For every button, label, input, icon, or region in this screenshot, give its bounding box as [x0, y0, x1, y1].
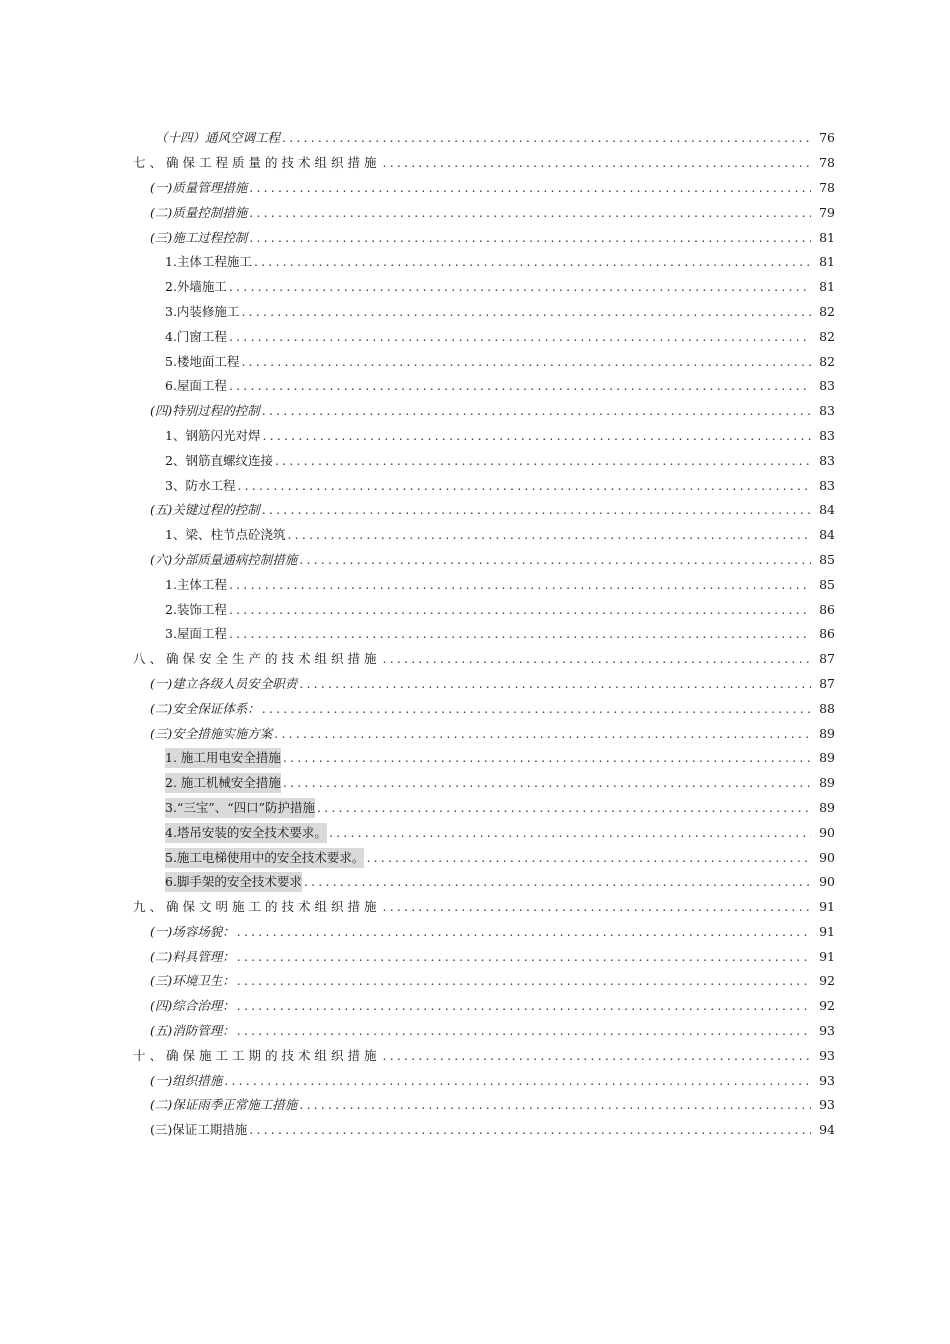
- toc-entry[interactable]: [0, 1093, 950, 1118]
- dot-leader: [275, 451, 811, 471]
- toc-entry[interactable]: [0, 597, 950, 622]
- dot-leader: [249, 203, 811, 223]
- toc-entry[interactable]: [0, 721, 950, 746]
- toc-entry-label: 3.“三宝”、“四口”防护措施: [165, 798, 315, 818]
- toc-entry-label: (一)组织措施: [150, 1072, 223, 1088]
- toc-entry-label: 七、确保工程质量的技术组织措施: [133, 155, 381, 171]
- dot-leader: [229, 575, 811, 595]
- toc-entry-label: 3.屋面工程: [165, 626, 227, 642]
- toc-entry-label: 3.内装修施工: [165, 303, 240, 319]
- toc-entry-page-number: 87: [819, 651, 835, 667]
- toc-entry-label: 2.装饰工程: [165, 601, 227, 617]
- toc-entry-page-number: 83: [819, 378, 835, 394]
- toc-entry[interactable]: [0, 969, 950, 994]
- toc-entry[interactable]: [0, 300, 950, 325]
- dot-leader: [262, 426, 811, 446]
- toc-entry-label: 2. 施工机械安全措施: [165, 773, 281, 793]
- toc-entry-label: (三)保证工期措施: [150, 1122, 248, 1138]
- toc-entry[interactable]: [0, 920, 950, 945]
- toc-entry[interactable]: [0, 448, 950, 473]
- toc-entry-page-number: 90: [819, 824, 835, 840]
- dot-leader: [283, 748, 811, 768]
- toc-entry-page-number: 83: [819, 452, 835, 468]
- toc-entry-label: 2.外墙施工: [165, 279, 227, 295]
- toc-entry-page-number: 78: [819, 155, 835, 171]
- toc-entry-label: (四)特别过程的控制: [150, 403, 260, 419]
- toc-entry[interactable]: [0, 820, 950, 845]
- dot-leader: [249, 1120, 811, 1140]
- dot-leader: [274, 724, 811, 744]
- toc-entry-page-number: 91: [819, 948, 835, 964]
- toc-entry-page-number: 90: [819, 849, 835, 865]
- dot-leader: [229, 600, 811, 620]
- toc-entry[interactable]: [0, 374, 950, 399]
- toc-entry-page-number: 85: [819, 551, 835, 567]
- toc-entry-page-number: 81: [819, 279, 835, 295]
- toc-entry[interactable]: [0, 275, 950, 300]
- toc-entry-label: 2、钢筋直螺纹连接: [165, 452, 273, 468]
- toc-entry-page-number: 89: [819, 775, 835, 791]
- toc-entry-label: (三)安全措施实施方案: [150, 725, 273, 741]
- dot-leader: [237, 1021, 811, 1041]
- toc-entry-page-number: 94: [819, 1122, 835, 1138]
- toc-entry-label: 4.门窗工程: [165, 328, 227, 344]
- toc-entry-page-number: 81: [819, 229, 835, 245]
- dot-leader: [237, 947, 811, 967]
- dot-leader: [237, 996, 811, 1016]
- toc-entry-label: (三)施工过程控制: [150, 229, 248, 245]
- toc-entry[interactable]: [0, 473, 950, 498]
- dot-leader: [241, 302, 811, 322]
- toc-entry[interactable]: [0, 1043, 950, 1068]
- dot-leader: [254, 252, 811, 272]
- toc-entry-label: (二)料具管理：: [150, 948, 235, 964]
- toc-entry[interactable]: [0, 126, 950, 151]
- toc-entry-label: 6.屋面工程: [165, 378, 227, 394]
- toc-entry-page-number: 82: [819, 303, 835, 319]
- toc-entry-label: (一)建立各级人员安全职责: [150, 675, 298, 691]
- toc-entry-label: (四)综合治理：: [150, 998, 235, 1014]
- dot-leader: [262, 699, 811, 719]
- toc-entry-label: 十、确保施工工期的技术组织措施: [133, 1047, 381, 1063]
- toc-entry[interactable]: [0, 349, 950, 374]
- toc-entry[interactable]: [0, 176, 950, 201]
- toc-entry-page-number: 91: [819, 899, 835, 915]
- toc-entry-label: 1. 施工用电安全措施: [165, 748, 281, 768]
- toc-entry[interactable]: [0, 399, 950, 424]
- toc-entry-page-number: 93: [819, 1047, 835, 1063]
- toc-entry-label: 1.主体工程施工: [165, 254, 252, 270]
- toc-entry-label: 4.塔吊安装的安全技术要求。: [165, 823, 327, 843]
- toc-entry[interactable]: [0, 994, 950, 1019]
- toc-entry[interactable]: [0, 746, 950, 771]
- toc-entry-page-number: 76: [819, 130, 835, 146]
- toc-entry[interactable]: [0, 523, 950, 548]
- dot-leader: [262, 500, 811, 520]
- toc-entry[interactable]: [0, 944, 950, 969]
- toc-entry-page-number: 83: [819, 403, 835, 419]
- toc-entry[interactable]: [0, 771, 950, 796]
- toc-entry-page-number: 83: [819, 427, 835, 443]
- toc-entry-page-number: 79: [819, 204, 835, 220]
- toc-entry[interactable]: [0, 498, 950, 523]
- toc-entry-label: 6.脚手架的安全技术要求: [165, 872, 302, 892]
- toc-entry-label: (五)关键过程的控制: [150, 502, 260, 518]
- dot-leader: [237, 476, 811, 496]
- dot-leader: [241, 352, 811, 372]
- dot-leader: [249, 228, 811, 248]
- dot-leader: [317, 798, 811, 818]
- toc-entry-page-number: 83: [819, 477, 835, 493]
- toc-entry-label: 5.楼地面工程: [165, 353, 240, 369]
- toc-entry-label: (二)安全保证体系：: [150, 700, 260, 716]
- toc-entry-page-number: 92: [819, 973, 835, 989]
- toc-entry-label: 九、确保文明施工的技术组织措施: [133, 899, 381, 915]
- dot-leader: [287, 525, 811, 545]
- dot-leader: [249, 178, 811, 198]
- dot-leader: [224, 1071, 811, 1091]
- dot-leader: [237, 922, 811, 942]
- dot-leader: [366, 848, 811, 868]
- dot-leader: [383, 649, 811, 669]
- toc-entry-page-number: 89: [819, 799, 835, 815]
- dot-leader: [383, 897, 811, 917]
- toc-entry[interactable]: [0, 151, 950, 176]
- dot-leader: [299, 674, 811, 694]
- toc-entry-page-number: 91: [819, 923, 835, 939]
- dot-leader: [229, 277, 811, 297]
- toc-entry-page-number: 82: [819, 328, 835, 344]
- toc-entry-label: 八、确保安全生产的技术组织措施: [133, 651, 381, 667]
- toc-entry-page-number: 84: [819, 527, 835, 543]
- dot-leader: [262, 401, 811, 421]
- toc-entry-page-number: 81: [819, 254, 835, 270]
- toc-entry-page-number: 87: [819, 675, 835, 691]
- toc-entry[interactable]: [0, 672, 950, 697]
- toc-entry[interactable]: [0, 622, 950, 647]
- toc-entry-page-number: 82: [819, 353, 835, 369]
- toc-entry-page-number: 93: [819, 1097, 835, 1113]
- toc-entry-label: (三)环境卫生：: [150, 973, 235, 989]
- toc-entry-page-number: 89: [819, 750, 835, 766]
- dot-leader: [283, 773, 811, 793]
- toc-entry-page-number: 93: [819, 1023, 835, 1039]
- toc-entry-page-number: 92: [819, 998, 835, 1014]
- toc-entry-label: (一)质量管理措施: [150, 179, 248, 195]
- toc-entry[interactable]: [0, 424, 950, 449]
- toc-entry-label: (二)质量控制措施: [150, 204, 248, 220]
- toc-entry-label: 1、梁、柱节点砼浇筑: [165, 527, 286, 543]
- toc-entry-page-number: 86: [819, 601, 835, 617]
- dot-leader: [229, 376, 811, 396]
- toc-entry[interactable]: [0, 1068, 950, 1093]
- toc-entry-page-number: 85: [819, 576, 835, 592]
- toc-entry-page-number: 88: [819, 700, 835, 716]
- toc-entry[interactable]: [0, 696, 950, 721]
- dot-leader: [383, 1046, 811, 1066]
- dot-leader: [329, 823, 811, 843]
- dot-leader: [299, 550, 811, 570]
- dot-leader: [282, 128, 811, 148]
- toc-entry[interactable]: [0, 1019, 950, 1044]
- dot-leader: [304, 872, 811, 892]
- toc-entry-label: （十四）通风空调工程: [155, 130, 281, 146]
- toc-entry-label: (一)场容场貌：: [150, 923, 235, 939]
- toc-entry-label: 1、钢筋闪光对焊: [165, 427, 261, 443]
- toc-entry[interactable]: [0, 548, 950, 573]
- toc-entry-label: (二)保证雨季正常施工措施: [150, 1097, 298, 1113]
- toc-entry-page-number: 86: [819, 626, 835, 642]
- toc-entry[interactable]: [0, 870, 950, 895]
- dot-leader: [299, 1095, 811, 1115]
- toc-entry[interactable]: [0, 200, 950, 225]
- toc-entry-label: 5.施工电梯使用中的安全技术要求。: [165, 848, 364, 868]
- toc-entry-label: 1.主体工程: [165, 576, 227, 592]
- dot-leader: [229, 624, 811, 644]
- toc-entry[interactable]: [0, 324, 950, 349]
- toc-entry-page-number: 93: [819, 1072, 835, 1088]
- toc-entry[interactable]: [0, 647, 950, 672]
- toc-entry-label: (五)消防管理：: [150, 1023, 235, 1039]
- toc-entry-page-number: 89: [819, 725, 835, 741]
- table-of-contents: [0, 126, 950, 1143]
- toc-entry[interactable]: [0, 250, 950, 275]
- toc-entry-label: (六)分部质量通病控制措施: [150, 551, 298, 567]
- toc-entry[interactable]: [0, 796, 950, 821]
- dot-leader: [229, 327, 811, 347]
- toc-entry[interactable]: [0, 572, 950, 597]
- dot-leader: [383, 153, 811, 173]
- toc-entry[interactable]: [0, 225, 950, 250]
- toc-entry-page-number: 78: [819, 179, 835, 195]
- toc-entry-label: 3、防水工程: [165, 477, 236, 493]
- toc-entry-page-number: 84: [819, 502, 835, 518]
- dot-leader: [237, 971, 811, 991]
- toc-entry[interactable]: [0, 1118, 950, 1143]
- toc-entry[interactable]: [0, 895, 950, 920]
- toc-entry-page-number: 90: [819, 874, 835, 890]
- toc-entry[interactable]: [0, 845, 950, 870]
